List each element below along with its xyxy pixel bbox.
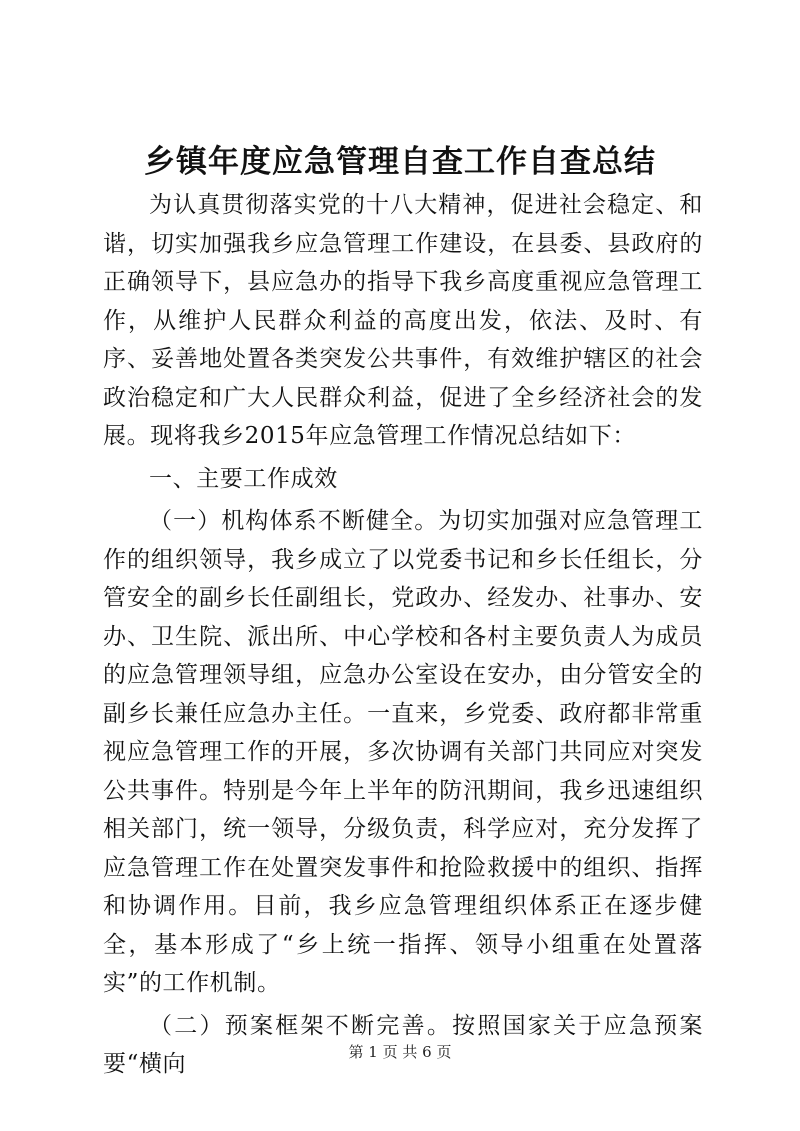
paragraph-organization-system: （一）机构体系不断健全。为切实加强对应急管理工作的组织领导，我乡成立了以党委书记和乡长任组长，分管安全的副乡长任副组长，党政办、经发办、社事办、安办、卫生院、派出所、中心学校和各村主要负责人为成员的应急管理领导组，应急办公室设在安办，由分管安全的副乡长兼任应急办主任。一直来，乡党委、政府都非常重视应急管理工作的开展，多次协调有关部门共同应对突发公共事件。特别是今年上半年的防汛期间，我乡迅速组织相关部门，统一领导，分级负责，科学应对，充分发挥了应急管理工作在处置突发事件和抢险救援中的组织、指挥和协调作用。目前，我乡应急管理组织体系正在逐步健全，基本形成了“乡上统一指挥、领导小组重在处置落实”的工作机制。: [103, 508, 703, 996]
page-number-footer: 第 1 页 共 6 页: [348, 1043, 452, 1061]
document-title: 乡镇年度应急管理自查工作自查总结: [144, 144, 656, 180]
paragraph-intro: 为认真贯彻落实党的十八大精神，促进社会稳定、和谐，切实加强我乡应急管理工作建设，在县委、县政府的正确领导下，县应急办的指导下我乡高度重视应急管理工作，从维护人民群众利益的高度出发，依法、及时、有序、妥善地处置各类突发公共事件，有效维护辖区的社会政治稳定和广大人民群众利益，促进了全乡经济社会的发展。现将我乡2015年应急管理工作情况总结如下：: [103, 192, 703, 449]
document-body: [103, 186, 703, 1084]
paragraph-plan-framework: （二）预案框架不断完善。按照国家关于应急预案要“横向: [103, 1012, 703, 1077]
section-heading-main-achievements: 一、主要工作成效: [149, 465, 338, 492]
